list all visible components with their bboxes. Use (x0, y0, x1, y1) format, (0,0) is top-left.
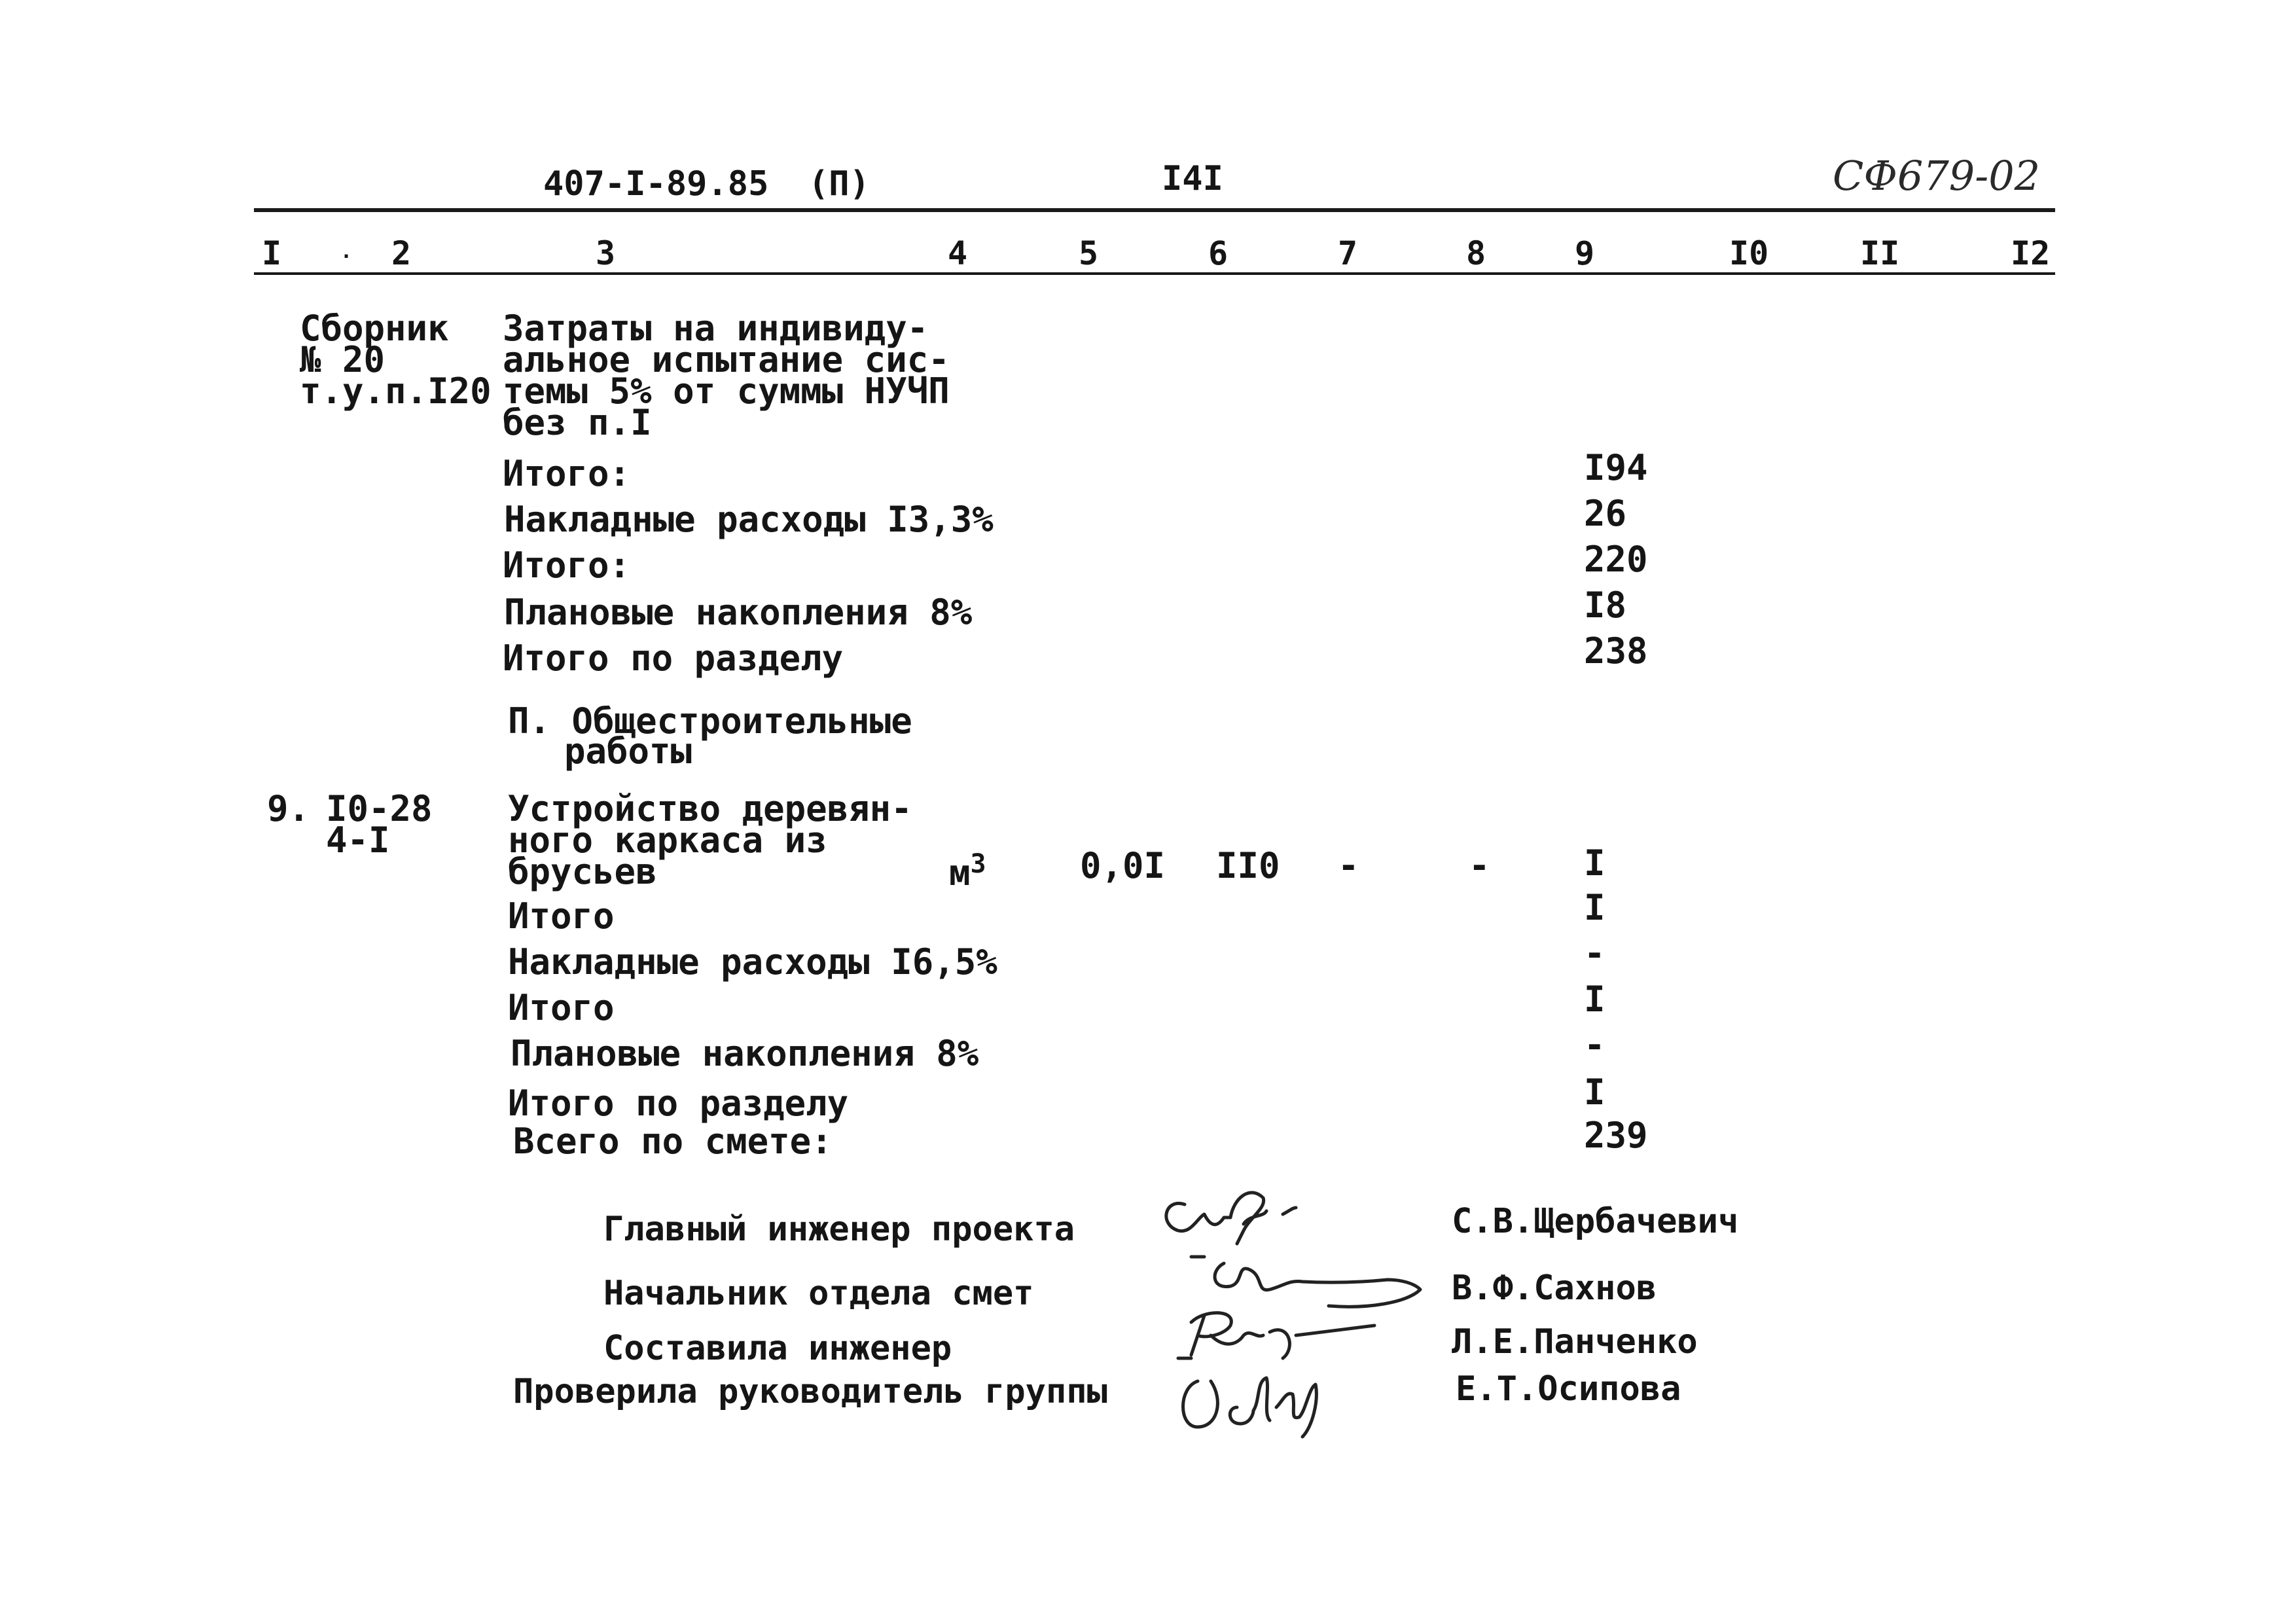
item-number: 9. (267, 788, 310, 829)
estimate-total-value: 239 (1584, 1115, 1648, 1156)
reference-line: т.у.п.I20 (300, 370, 492, 412)
item-description: Устройство деревян- (508, 788, 912, 829)
reference-line: I0-28 (326, 788, 433, 829)
column-number: 4 (948, 234, 968, 272)
subtotal-value: I (1584, 979, 1605, 1020)
column-8-value: - (1469, 845, 1490, 886)
column-number: 3 (596, 234, 616, 272)
item-description: ного каркаса из (508, 820, 827, 861)
signatory-name: Е.Т.Осипова (1456, 1369, 1681, 1409)
item-description: альное испытание сис- (503, 339, 950, 380)
page-number: I4I (1162, 159, 1223, 198)
planned-savings-label: Плановые накопления 8% (504, 592, 973, 633)
subtotal-label: Итого (508, 987, 615, 1028)
signatory-name: Л.Е.Панченко (1452, 1322, 1698, 1362)
column-number: 2 (391, 234, 412, 272)
overhead-label: Накладные расходы I3,3% (504, 499, 994, 540)
section-title: работы (564, 731, 692, 772)
section-total-value: 238 (1584, 630, 1648, 672)
section-total-value: I (1584, 1072, 1605, 1113)
subtotal-label: Итого: (503, 453, 631, 494)
unit-price-value: II0 (1216, 845, 1280, 886)
section-total-label: Итого по разделу (503, 638, 844, 679)
column-number: 6 (1208, 234, 1229, 272)
quantity-value: 0,0I (1080, 845, 1166, 886)
section-mark: (П) (808, 164, 870, 204)
signatory-name: В.Ф.Сахнов (1452, 1269, 1657, 1308)
planned-savings-value: I8 (1584, 585, 1627, 626)
overhead-value: 26 (1584, 493, 1627, 534)
planned-savings-value: - (1584, 1024, 1605, 1066)
column-number: 5 (1079, 234, 1099, 272)
column-number: I2 (2011, 234, 2051, 272)
stamp-code: СФ679-02 (1833, 152, 2041, 200)
subtotal-value: I94 (1584, 447, 1648, 488)
section-title: П. Общестроительные (508, 700, 912, 742)
total-value: I (1584, 842, 1605, 884)
signatory-name: С.В.Щербачевич (1452, 1202, 1739, 1241)
handwritten-signature (1165, 1296, 1388, 1368)
section-total-label: Итого по разделу (508, 1083, 849, 1124)
reference-line: Сборник (300, 308, 449, 349)
column-dot: · (340, 245, 353, 268)
item-description: брусьев (508, 851, 657, 892)
subtotal-label: Итого (508, 895, 615, 937)
document-code: 407-I-89.85 (543, 164, 769, 204)
column-number: 7 (1338, 234, 1358, 272)
subtotal-value: 220 (1584, 539, 1648, 580)
header-rule (254, 208, 2055, 212)
column-number: 9 (1575, 234, 1595, 272)
item-description: без п.I (503, 402, 652, 443)
subtotal-value: I (1584, 887, 1605, 928)
reference-line: № 20 (300, 339, 386, 380)
signatory-role: Составила инженер (603, 1329, 952, 1368)
signatory-role: Главный инженер проекта (603, 1210, 1075, 1249)
column-number: I0 (1729, 234, 1769, 272)
signatory-role: Начальник отдела смет (603, 1274, 1034, 1313)
reference-line: 4-I (326, 820, 390, 861)
handwritten-signature (1172, 1362, 1355, 1440)
column-rule (254, 272, 2055, 275)
unit-of-measure: $м^3$ (949, 849, 986, 893)
column-number: II (1860, 234, 1900, 272)
estimate-total-label: Всего по смете: (513, 1121, 833, 1162)
column-7-value: - (1338, 845, 1359, 886)
item-description: Затраты на индивиду- (503, 308, 929, 349)
signatory-role: Проверила руководитель группы (513, 1372, 1107, 1411)
item-description: темы 5% от суммы НУЧП (503, 370, 950, 412)
planned-savings-label: Плановые накопления 8% (511, 1033, 979, 1074)
column-number: I (262, 234, 282, 272)
column-number: 8 (1466, 234, 1486, 272)
handwritten-signature (1152, 1178, 1322, 1250)
overhead-value: - (1584, 933, 1605, 974)
subtotal-label: Итого: (503, 545, 631, 586)
overhead-label: Накладные расходы I6,5% (508, 941, 997, 983)
